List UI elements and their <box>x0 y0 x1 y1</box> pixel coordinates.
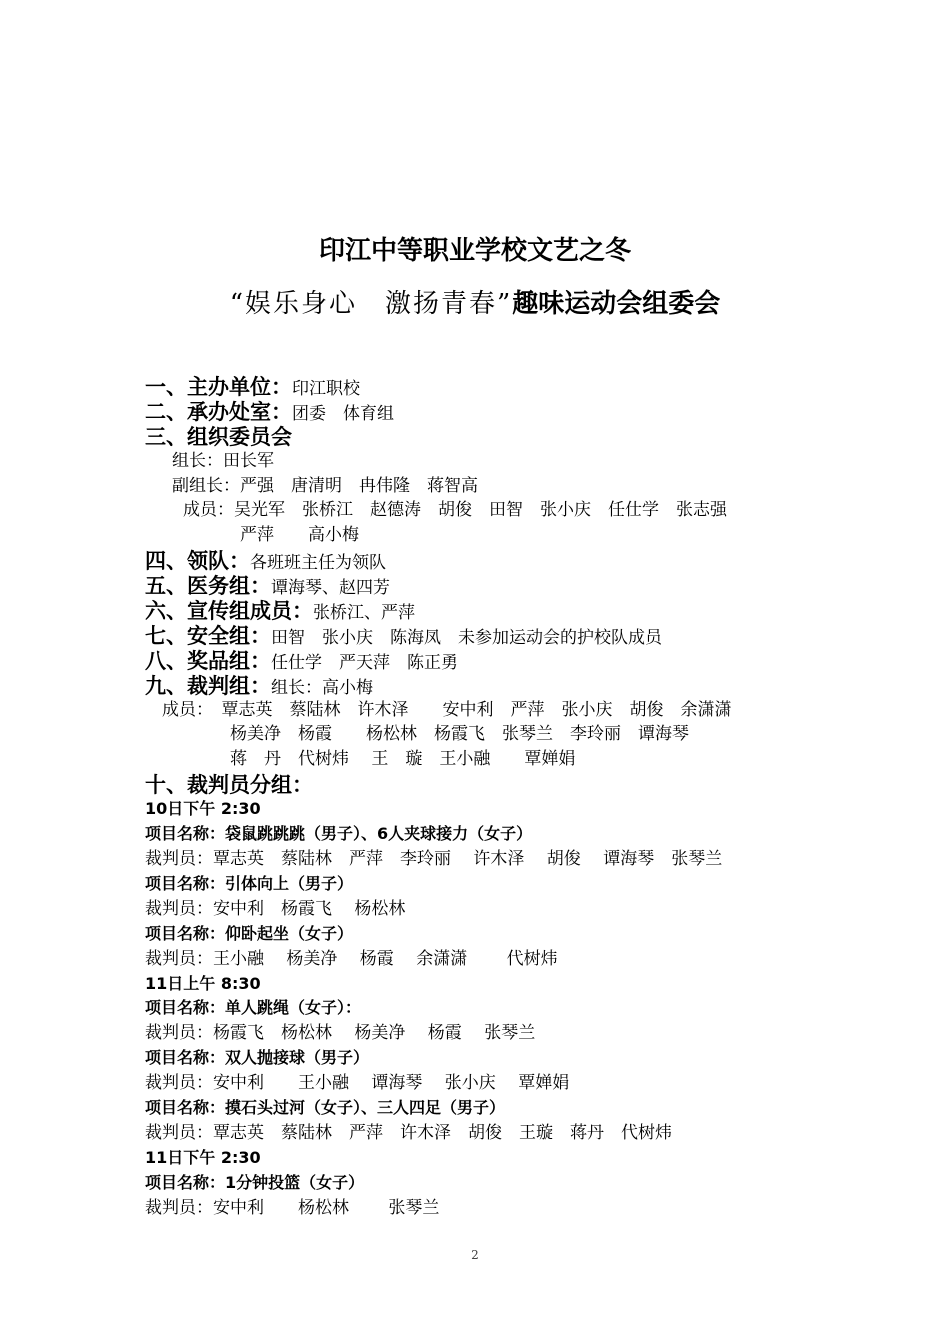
schedule-event: 项目名称：摸石头过河（女子）、三人四足（男子） <box>145 1098 506 1117</box>
referee-members-cont2: 蒋 丹 代树炜 王 璇 王小融 覃婵娟 <box>230 749 576 769</box>
section-heading: 八、奖品组： <box>145 649 271 673</box>
section-heading: 一、主办单位： <box>145 375 292 399</box>
schedule-time: 11日下午 2:30 <box>145 1148 261 1167</box>
section-prizes <box>145 649 458 675</box>
document-subtitle <box>0 283 950 320</box>
schedule-event: 项目名称：袋鼠跳跳跳（男子）、6人夹球接力（女子） <box>145 824 533 843</box>
section-team-leaders <box>145 549 386 575</box>
referee-members-cont: 杨美净 杨霞 杨松林 杨霞飞 张琴兰 李玲丽 谭海琴 <box>230 724 689 744</box>
schedule-event: 项目名称：仰卧起坐（女子） <box>145 924 354 943</box>
section-host <box>145 400 394 426</box>
section-value: 田智 张小庆 陈海凤 未参加运动会的护校队成员 <box>271 628 662 648</box>
section-heading: 十、裁判员分组： <box>145 773 313 797</box>
schedule-judges: 裁判员：安中利 杨松林 张琴兰 <box>145 1198 440 1218</box>
schedule-event: 项目名称：单人跳绳（女子）： <box>145 998 362 1017</box>
section-value: 谭海琴、赵四芳 <box>271 578 390 598</box>
schedule-judges: 裁判员：覃志英 蔡陆林 严萍 李玲丽 许木泽 胡俊 谭海琴 张琴兰 <box>145 849 723 869</box>
section-heading: 二、承办处室： <box>145 400 292 424</box>
schedule-judges: 裁判员：覃志英 蔡陆林 严萍 许木泽 胡俊 王璇 蒋丹 代树炜 <box>145 1123 672 1143</box>
schedule-time: 10日下午 2:30 <box>145 799 261 818</box>
section-value: 组长：高小梅 <box>271 678 373 698</box>
section-heading: 四、领队： <box>145 549 250 573</box>
section-heading: 五、医务组： <box>145 574 271 598</box>
section-heading: 三、组织委员会 <box>145 425 292 449</box>
section-referee-groups <box>145 773 313 799</box>
section-organizer <box>145 375 360 401</box>
section-value: 张桥江、严萍 <box>313 603 415 623</box>
section-value: 印江职校 <box>292 379 360 399</box>
section-heading: 九、裁判组： <box>145 674 271 698</box>
section-committee <box>145 425 292 451</box>
section-security <box>145 624 662 650</box>
schedule-judges: 裁判员：王小融 杨美净 杨霞 余潇潇 代树炜 <box>145 949 558 969</box>
schedule-event: 项目名称：引体向上（男子） <box>145 874 354 893</box>
subtitle-rest: 趣味运动会组委会 <box>512 289 721 319</box>
section-referees <box>145 674 373 700</box>
section-publicity <box>145 599 415 625</box>
schedule-judges: 裁判员：安中利 王小融 谭海琴 张小庆 覃婵娟 <box>145 1073 570 1093</box>
section-heading: 七、安全组： <box>145 624 271 648</box>
document-title: 印江中等职业学校文艺之冬 <box>318 236 631 266</box>
schedule-judges: 裁判员：安中利 杨霞飞 杨松林 <box>145 899 406 919</box>
committee-deputy: 副组长：严强 唐清明 冉伟隆 蒋智高 <box>172 476 478 496</box>
schedule-event: 项目名称：双人抛接球（男子） <box>145 1048 370 1067</box>
section-value: 各班班主任为领队 <box>250 553 386 573</box>
section-medical <box>145 574 390 600</box>
schedule-judges: 裁判员：杨霞飞 杨松林 杨美净 杨霞 张琴兰 <box>145 1023 536 1043</box>
section-value: 任仕学 严天萍 陈正勇 <box>271 653 458 673</box>
subtitle-quote: “娱乐身心 激扬青春” <box>229 289 513 319</box>
schedule-event: 项目名称：1分钟投篮（女子） <box>145 1173 365 1192</box>
referee-members: 成员： 覃志英 蔡陆林 许木泽 安中利 严萍 张小庆 胡俊 余潇潇 <box>162 700 732 720</box>
section-value: 团委 体育组 <box>292 404 394 424</box>
page-number: 2 <box>471 1248 479 1262</box>
section-heading: 六、宣传组成员： <box>145 599 313 623</box>
committee-members-cont: 严萍 高小梅 <box>240 525 359 545</box>
committee-leader: 组长：田长军 <box>172 451 274 471</box>
committee-members: 成员：吴光军 张桥江 赵德涛 胡俊 田智 张小庆 任仕学 张志强 <box>183 500 727 520</box>
schedule-time: 11日上午 8:30 <box>145 974 261 993</box>
